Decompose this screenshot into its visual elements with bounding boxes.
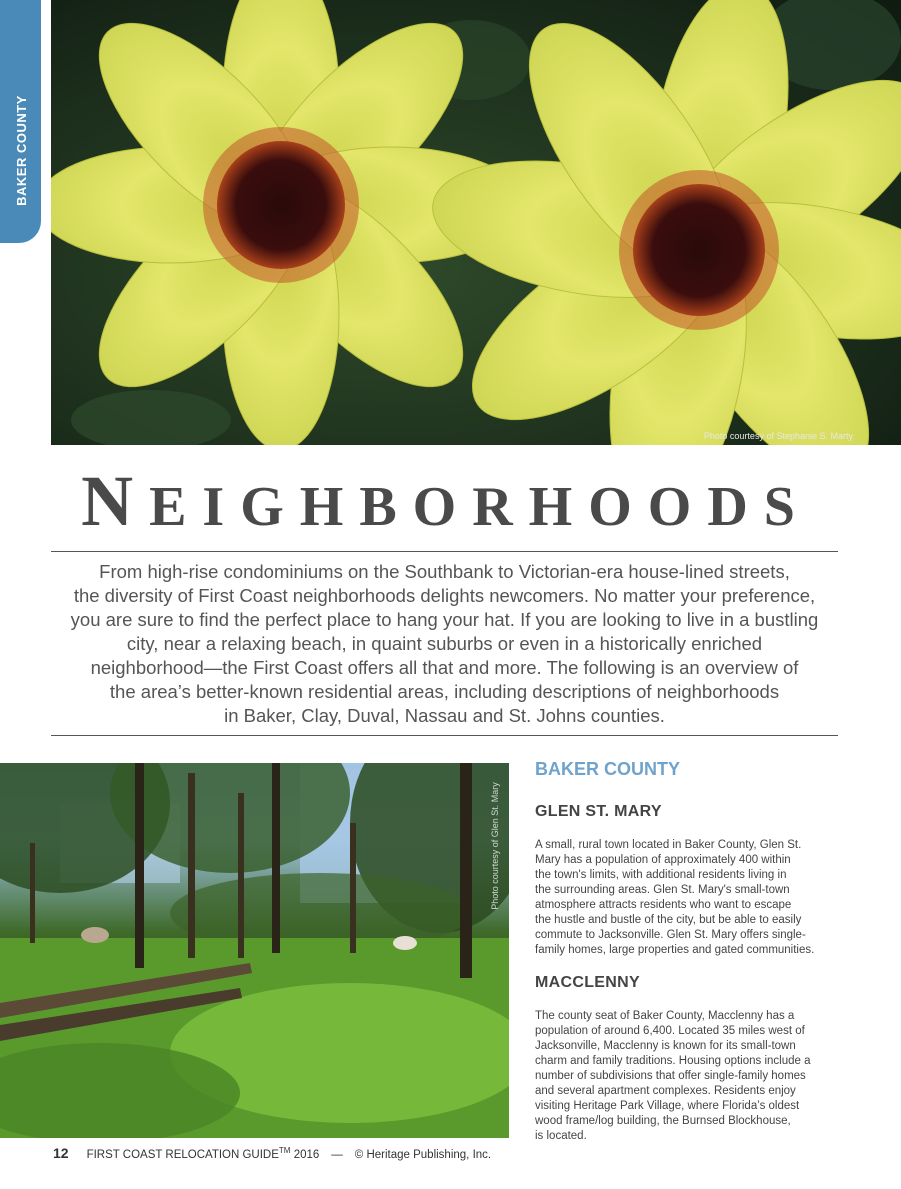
text-line: Mary has a population of approximately 400 within <box>535 854 791 866</box>
footer-year: 2016 <box>293 1149 320 1161</box>
footer-guide-name: FIRST COAST RELOCATION GUIDE™ 2016 <box>86 1146 320 1161</box>
side-tab <box>0 0 41 243</box>
intro-line: city, near a relaxing beach, in quaint suburbs or even in a historically enriched <box>126 633 763 654</box>
macclenny-heading: MACCLENNY <box>535 974 640 991</box>
title-initial: N <box>81 461 150 541</box>
text-line: number of subdivisions that offer single-family homes <box>535 1070 806 1082</box>
text-line: and several apartment complexes. Residents enjoy <box>535 1085 796 1097</box>
intro-line: you are sure to find the perfect place to hang your hat. If you are looking to live in a bustling <box>70 609 819 630</box>
park-photo <box>0 763 509 1138</box>
trademark-mark: TM <box>278 1146 291 1156</box>
page-number: 12 <box>53 1145 69 1161</box>
macclenny-body <box>535 1009 835 1144</box>
glen-st-mary-heading: GLEN ST. MARY <box>535 803 662 820</box>
text-line: charm and family traditions. Housing options include a <box>535 1055 811 1067</box>
text-line: visiting Heritage Park Village, where Florida’s oldest <box>535 1100 800 1112</box>
park-photo-credit: Photo courtesy of Glen St. Mary <box>490 782 500 910</box>
text-line: the town's limits, with additional residents living in <box>535 869 787 881</box>
footer-dash: — <box>331 1149 343 1161</box>
text-line: is located. <box>535 1130 587 1142</box>
text-line: family homes, large properties and gated communities. <box>535 944 815 956</box>
text-line: the surrounding areas. Glen St. Mary's small-town <box>535 884 790 896</box>
top-divider <box>51 551 838 552</box>
text-line: The county seat of Baker County, Macclenny has a <box>535 1010 795 1022</box>
footer-copyright: © Heritage Publishing, Inc. <box>354 1149 492 1161</box>
text-line: the hustle and bustle of the city, but be able to easily <box>535 914 802 926</box>
intro-line: the area’s better-known residential areas, including descriptions of neighborhoods <box>109 681 780 702</box>
text-line: wood frame/log building, the Burnsed Blockhouse, <box>535 1115 791 1127</box>
glen-st-mary-body <box>535 838 835 958</box>
text-line: population of around 6,400. Located 35 miles west of <box>535 1025 805 1037</box>
text-line: atmosphere attracts residents who want to escape <box>535 899 792 911</box>
intro-line: in Baker, Clay, Duval, Nassau and St. Johns counties. <box>224 705 665 726</box>
section-title: BAKER COUNTY <box>535 759 681 779</box>
text-line: Jacksonville, Macclenny is known for its small-town <box>535 1040 796 1052</box>
page-footer <box>53 1145 491 1161</box>
text-line: A small, rural town located in Baker County, Glen St. <box>535 839 802 851</box>
baker-county-section <box>535 758 835 1144</box>
hero-photo-credit: Photo courtesy of Stephanie S. Marty <box>703 431 853 441</box>
intro-line: From high-rise condominiums on the Southbank to Victorian-era house-lined streets, <box>99 561 790 582</box>
intro-line: the diversity of First Coast neighborhoods delights newcomers. No matter your preference, <box>73 585 816 606</box>
intro-paragraph <box>51 560 838 728</box>
page-title <box>51 458 841 550</box>
text-line: commute to Jacksonville. Glen St. Mary offers single- <box>535 929 806 941</box>
title-rest: EIGHBORHOODS <box>149 476 811 538</box>
side-tab-label: BAKER COUNTY <box>13 94 29 206</box>
hero-flower-photo <box>51 0 901 445</box>
intro-line: neighborhood—the First Coast offers all that and more. The following is an overview of <box>90 657 799 678</box>
bottom-divider <box>51 735 838 736</box>
